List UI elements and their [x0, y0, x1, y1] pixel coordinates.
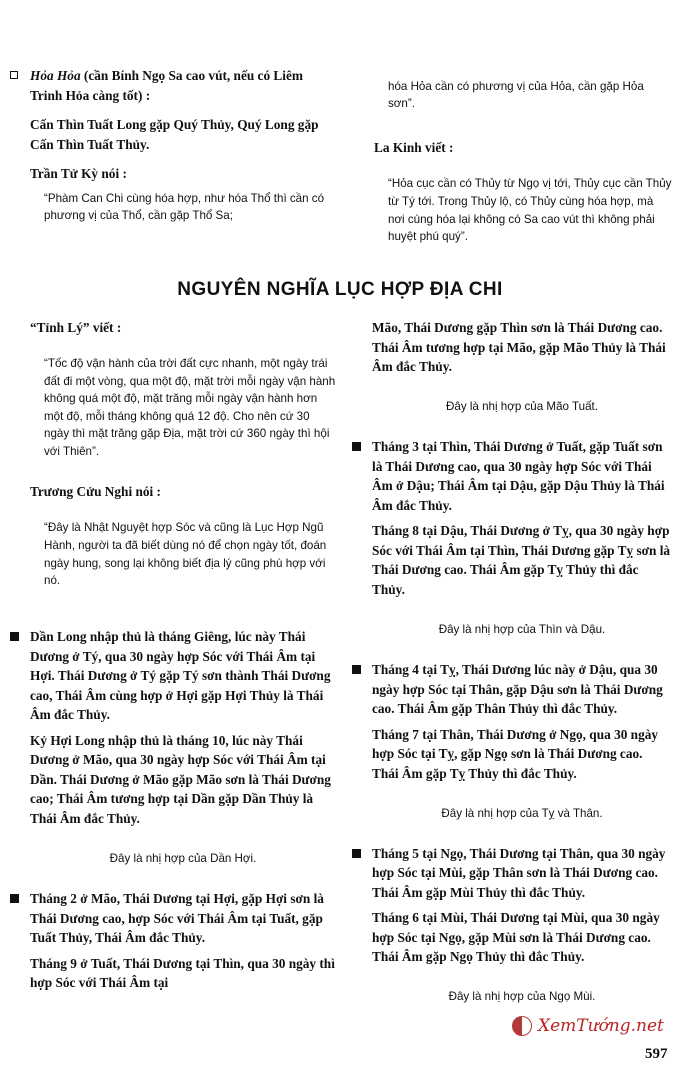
paragraph-thang-6: Tháng 6 tại Mùi, Thái Dương tại Mùi, qua 30 ngày hợp Sóc tại Ngọ, gặp Mùi sơn là Thái Dương cao. Thái Âm gặp Ngọ Thủy thì đắc Thủy.: [372, 910, 660, 965]
quote-tinh-ly: “Tốc độ vận hành của trời đất cực nhanh, một ngày trái đất đi một vòng, qua một độ, mặt trời mỗi ngày vận hành không quá một độ, mặt trăng mỗi ngày vận hành hơn một độ, mỗi tháng không quá 12 độ. Cho nên cứ 30 ngày thì mặt trăng gặp Địa, mặt trời cứ 360 ngày thì hội với Thiên”.: [44, 357, 336, 459]
paragraph-tran-tu-ky: Trần Tử Kỳ nói :: [30, 166, 127, 181]
heading-tinh-ly-text: “Tỉnh Lý” viết :: [30, 320, 122, 335]
paragraph-thang-8: Tháng 8 tại Dậu, Thái Dương ở Tỵ, qua 30 ngày hợp Sóc với Thái Âm tại Thìn, Thái Dương gặp Tỵ sơn là Thái Dương cao. Thái Âm gặp Tỵ Thủy thì đắc Thủy.: [372, 523, 671, 597]
paragraph-mao-continuation: Mão, Thái Dương gặp Thìn sơn là Thái Dương cao. Thái Âm tương hợp tại Mão, gặp Mão Thủy là Thái Âm đắc Thủy.: [372, 320, 666, 374]
caption-mao-tuat: Đây là nhị hợp của Mão Tuất.: [446, 400, 598, 414]
quote-la-kinh: “Hỏa cục cần có Thủy từ Ngọ vị tới, Thủy cục cần Thủy từ Tý tới. Trong Thủy lộ, có Thủy cùng hóa hợp, mà nơi cùng hóa lại không có Sa cao vút thì không phải huyệt phú quý”.: [388, 177, 672, 244]
section-title: NGUYÊN NGHĨA LỤC HỢP ĐỊA CHI: [177, 279, 503, 300]
square-bullet-icon: [10, 632, 19, 641]
square-bullet-icon: [352, 442, 361, 451]
bullet-thang-3: [350, 437, 672, 515]
bullet-italic-term: Hỏa Hỏa: [30, 68, 81, 83]
yin-yang-icon: [512, 1016, 532, 1036]
heading-truong-cuu-nghi: Trương Cửu Nghi nói :: [30, 484, 161, 500]
paragraph-la-kinh: La Kinh viết :: [374, 140, 454, 156]
paragraph-can-thin: Cấn Thìn Tuất Long gặp Quý Thủy, Quý Long gặp Cấn Thìn Tuất Thủy.: [30, 117, 319, 152]
caption-dan-hoi: Đây là nhị hợp của Dần Hợi.: [109, 851, 257, 865]
top-left-column: [8, 66, 336, 225]
paragraph-thang-9: Tháng 9 ở Tuất, Thái Dương tại Thìn, qua 30 ngày thì hợp Sóc với Thái Âm tại: [30, 955, 335, 991]
bullet-text: (cần Bính Ngọ Sa cao vút, nếu có Liêm Trinh Hỏa càng tốt) :: [30, 68, 303, 103]
bullet-thang-3-text: Tháng 3 tại Thìn, Thái Dương ở Tuất, gặp Tuất sơn là Thái Dương cao, qua 30 ngày hợp Sóc với Thái Âm ở Dậu; Thái Âm tại Dậu, gặp Dậu Thủy là Thái Âm đắc Thủy.: [372, 439, 665, 513]
paragraph-thang-7: Tháng 7 tại Thân, Thái Dương ở Ngọ, qua 30 ngày hợp Sóc tại Tỵ, gặp Ngọ sơn là Thái Dương cao. Thái Âm gặp Tỵ Thủy thì đắc Thủy.: [372, 726, 659, 781]
checkbox-bullet-icon: [10, 71, 18, 79]
heading-tinh-ly: [8, 318, 336, 338]
quote-truong-cuu-nghi: “Đây là Nhật Nguyệt hợp Sóc và cũng là Lục Hợp Ngũ Hành, người ta đã biết dùng nó để chọn ngày tốt, đoán ngày hung, song lại không biết địa lý cũng phù hợp với nó.: [44, 521, 327, 588]
square-bullet-icon: [352, 849, 361, 858]
bullet-hoa-hoa: [8, 66, 336, 105]
bullet-thang-4-text: Tháng 4 tại Tỵ, Thái Dương lúc này ở Dậu, qua 30 ngày hợp Sóc tại Thân, gặp Dậu sơn là Thái Dương cao. Thái Âm gặp Thân Thủy thì đắc Thủy.: [372, 662, 663, 717]
top-right-column: [350, 66, 672, 257]
quote-tran-tu-ky: “Phàm Can Chi cùng hóa hợp, như hóa Thổ thì cần có phương vị của Thổ, cần gặp Thổ Sa;: [44, 191, 325, 223]
right-column: [350, 318, 672, 1018]
paragraph-ky-hoi: Kỷ Hợi Long nhập thủ là tháng 10, lúc này Thái Dương ở Mão, qua 30 ngày hợp Sóc với Thái Âm tại Dần. Thái Dương ở Mão gặp Mão sơn là Thái Dương cao; Thái Âm tương hợp tại Dần gặp Dần Thủy là Thái Âm đắc Thủy.: [30, 732, 331, 826]
bullet-thang-2-text: Tháng 2 ở Mão, Thái Dương tại Hợi, gặp Hợi sơn là Thái Dương cao, hợp Sóc với Thái Âm tại Tuất, gặp Tuất Thủy, Thái Âm đắc Thủy.: [30, 891, 324, 946]
bullet-thang-5: [350, 844, 672, 903]
left-column: [8, 318, 336, 993]
bullet-dan-long: [8, 627, 336, 725]
caption-ty-than: Đây là nhị hợp của Tỵ và Thân.: [441, 806, 603, 820]
quote-continuation: hóa Hỏa cần có phương vị của Hỏa, cần gặp Hỏa sơn”.: [388, 79, 644, 111]
bullet-thang-5-text: Tháng 5 tại Ngọ, Thái Dương tại Thân, qua 30 ngày hợp Sóc tại Mùi, gặp Thân sơn là Thái Dương cao. Thái Âm gặp Mùi Thủy thì đắc Thủy.: [372, 845, 666, 900]
watermark-logo: [512, 1012, 672, 1040]
bullet-dan-long-text: Dần Long nhập thủ là tháng Giêng, lúc này Thái Dương ở Tý, qua 30 ngày hợp Sóc với Thái Âm tại Hợi. Thái Dương ở Tý gặp Tý sơn thành Thái Dương cao, Thái Âm cùng hợp ở Hợi gặp Hợi Thủy là Thái Âm đắc Thủy.: [30, 629, 331, 723]
square-bullet-icon: [352, 665, 361, 674]
bullet-thang-4: [350, 660, 672, 719]
caption-ngo-mui: Đây là nhị hợp của Ngọ Mùi.: [448, 990, 596, 1004]
caption-thin-dau: Đây là nhị hợp của Thìn và Dậu.: [438, 622, 606, 636]
square-bullet-icon: [10, 894, 19, 903]
page-number: 597: [645, 1046, 668, 1062]
bullet-thang-2: [8, 889, 336, 948]
watermark-text: XemTướng.net: [538, 1016, 664, 1036]
